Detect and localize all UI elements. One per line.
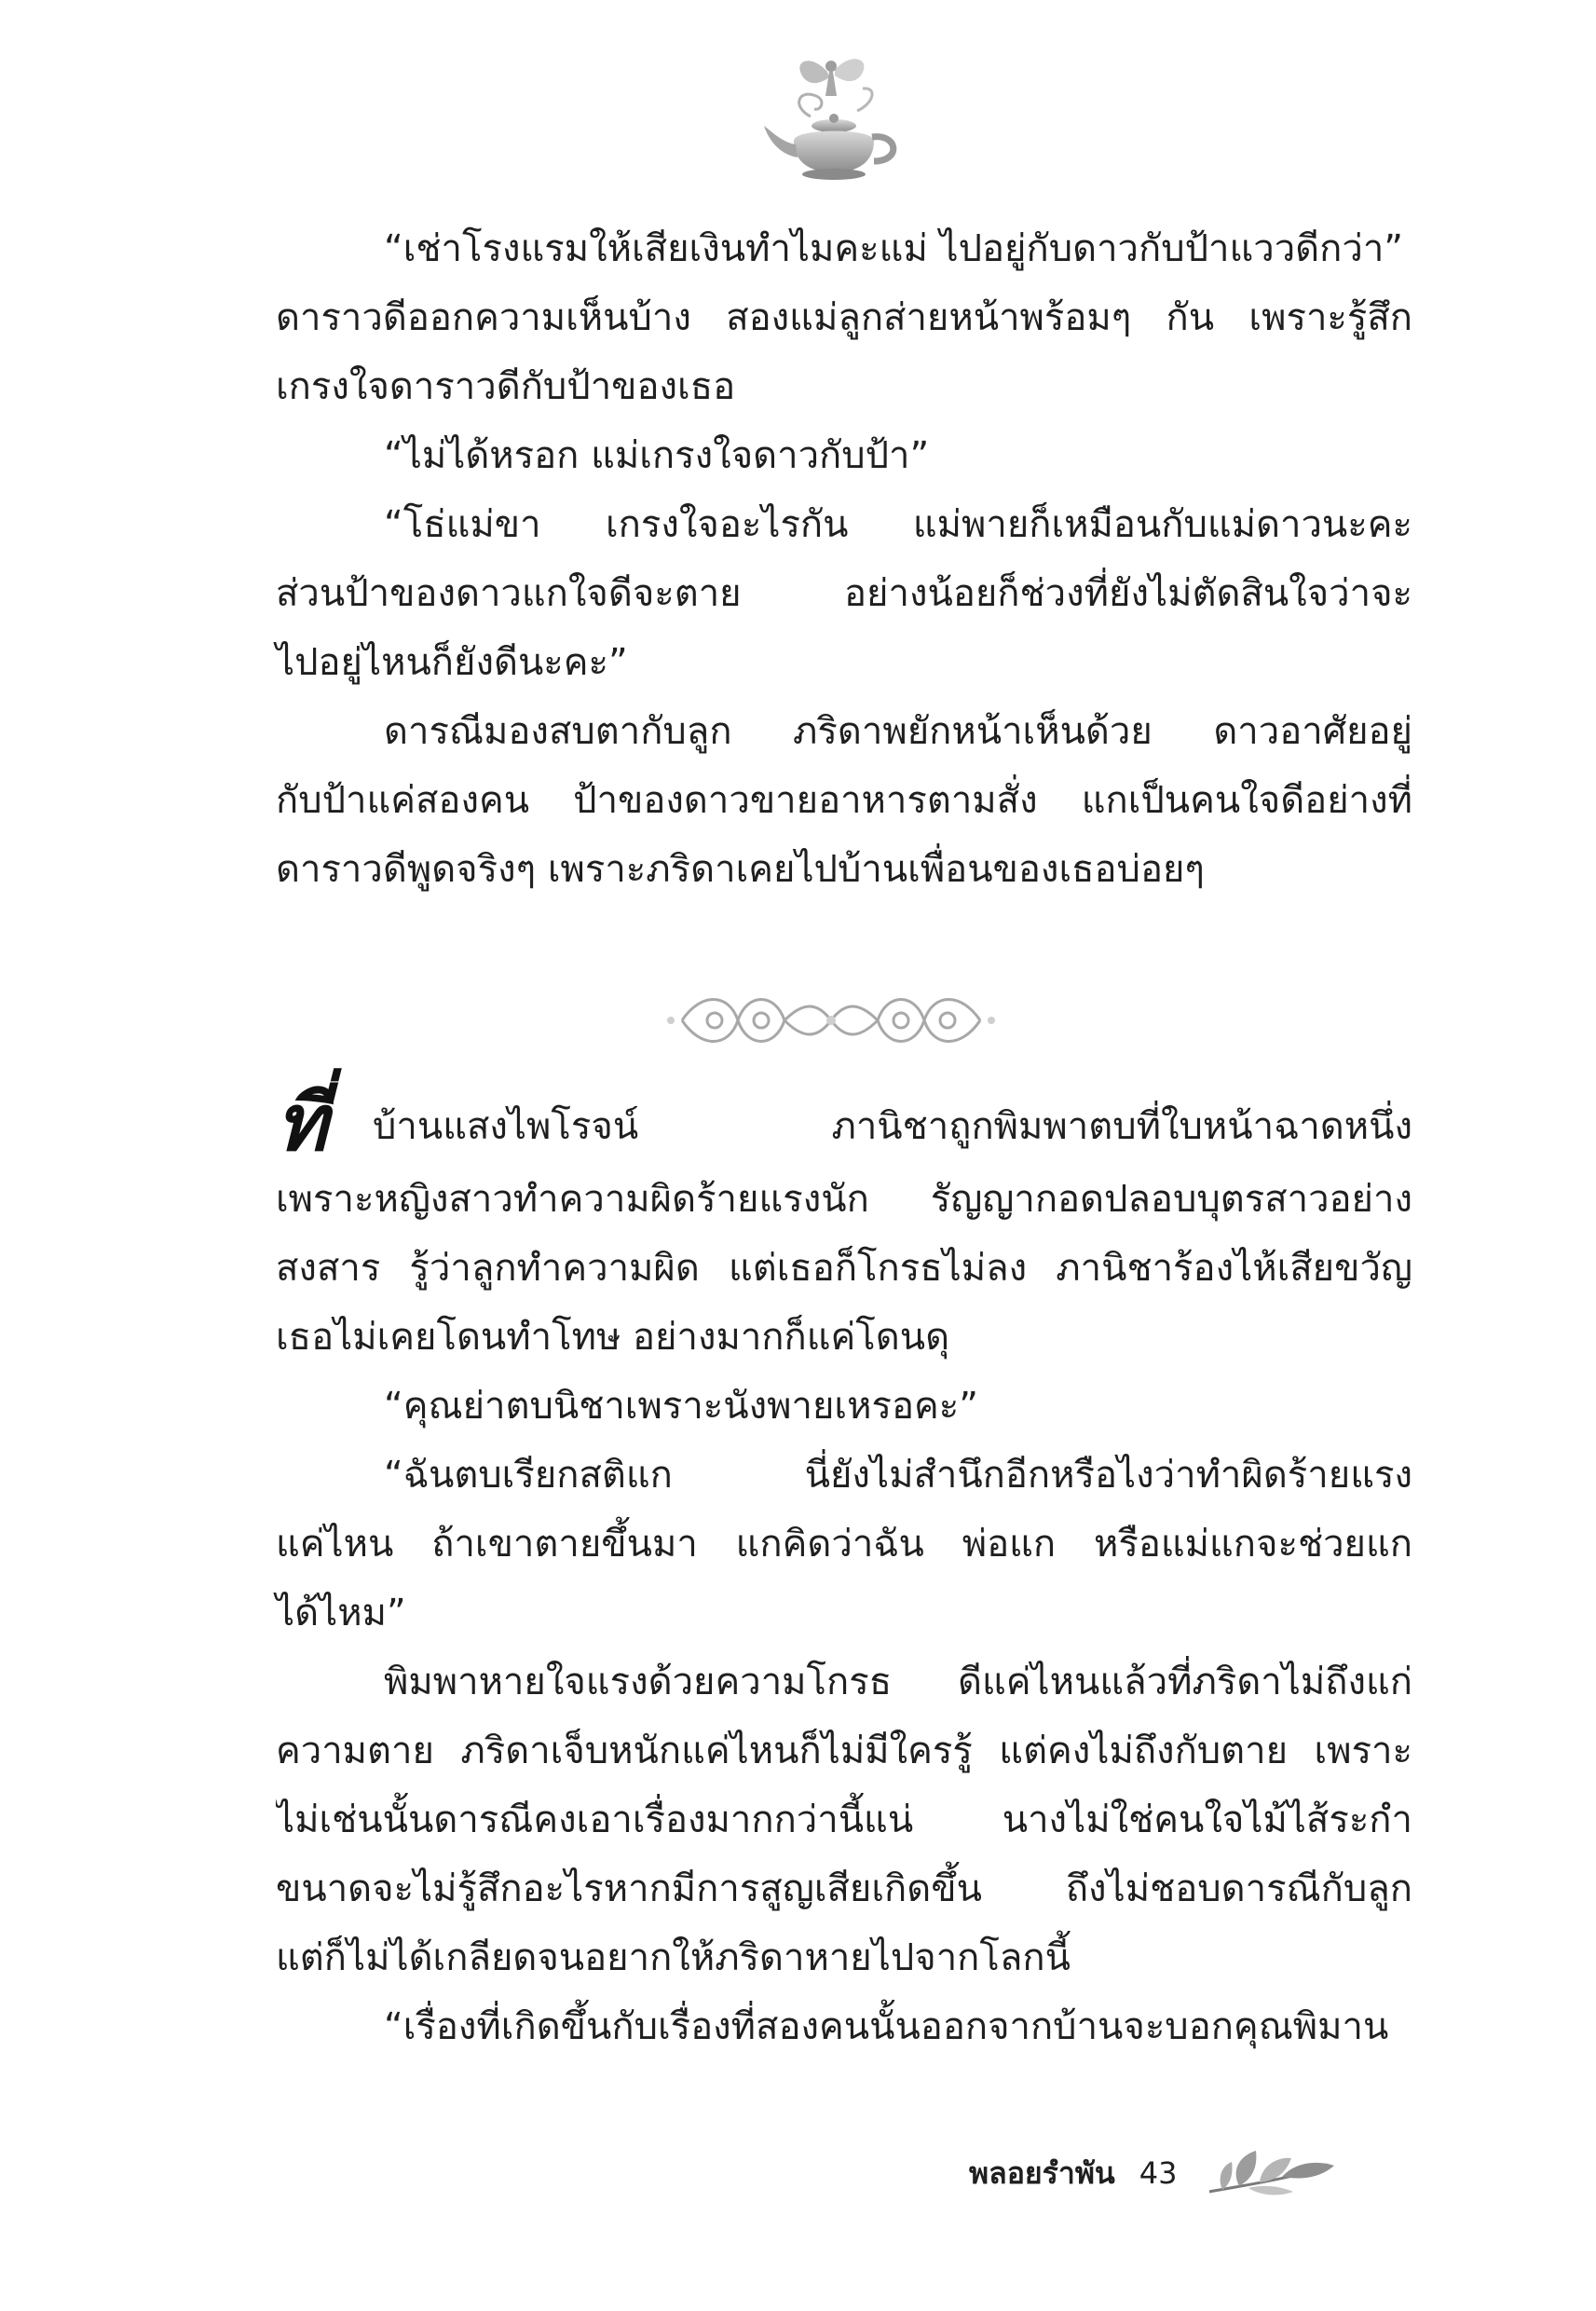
paragraph-line: สงสาร รู้ว่าลูกทำความผิด แต่เธอก็โกรธไม่ลง ภานิชาร้องไห้เสียขวัญ xyxy=(276,1247,1412,1290)
paragraph-line: ได้ไหม” xyxy=(276,1592,406,1634)
paragraph-line: “เรื่องที่เกิดขึ้นกับเรื่องที่สองคนนั้นออกจากบ้านจะบอกคุณพิมาน xyxy=(384,2005,1389,2048)
paragraph-line: ความตาย ภริดาเจ็บหนักแค่ไหนก็ไม่มีใครรู้ แต่คงไม่ถึงกับตาย เพราะ xyxy=(276,1730,1412,1772)
section-2-opening xyxy=(276,1072,1412,1169)
paragraph-line: ส่วนป้าของดาวแกใจดีจะตาย อย่างน้อยก็ช่วงที่ยังไม่ตัดสินใจว่าจะ xyxy=(276,572,1412,615)
paragraph-line: ขนาดจะไม่รู้สึกอะไรหากมีการสูญเสียเกิดขึ้น ถึงไม่ชอบดารณีกับลูก xyxy=(276,1867,1412,1910)
paragraph-line: “ฉันตบเรียกสติแก นี่ยังไม่สำนึกอีกหรือไงว่าทำผิดร้ายแรง xyxy=(384,1454,1412,1497)
paragraph-line: กับป้าแค่สองคน ป้าของดาวขายอาหารตามสั่ง แกเป็นคนใจดีอย่างที่ xyxy=(276,779,1412,822)
drop-cap: ที่ xyxy=(276,1077,328,1169)
page-footer xyxy=(969,2145,1342,2201)
paragraph-line: บ้านแสงไพโรจน์ ภานิชาถูกพิมพาตบที่ใบหน้าฉาดหนึ่ง xyxy=(373,1105,1412,1148)
paragraph-line: “ไม่ได้หรอก แม่เกรงใจดาวกับป้า” xyxy=(384,434,930,477)
page-number: 43 xyxy=(1139,2155,1178,2191)
paragraph-line: “คุณย่าตบนิชาเพราะนังพายเหรอคะ” xyxy=(384,1385,978,1428)
tea-leaf-icon xyxy=(1202,2145,1342,2201)
paragraph-line: เพราะหญิงสาวทำความผิดร้ายแรงนัก รัญญากอดปลอบบุตรสาวอย่าง xyxy=(276,1178,1412,1221)
paragraph-line: “โธ่แม่ขา เกรงใจอะไรกัน แม่พายก็เหมือนกับแม่ดาวนะคะ xyxy=(384,503,1412,546)
teapot-fairy-icon xyxy=(755,51,913,191)
paragraph-line: ดาราวดีออกความเห็นบ้าง สองแม่ลูกส่ายหน้าพร้อมๆ กัน เพราะรู้สึก xyxy=(276,296,1412,339)
section-2 xyxy=(276,1165,1412,2061)
paragraph-line: ดาราวดีพูดจริงๆ เพราะภริดาเคยไปบ้านเพื่อนของเธอบ่อยๆ xyxy=(276,848,1205,891)
book-title: พลอยรำพัน xyxy=(969,2154,1115,2191)
paragraph-line: ไม่เช่นนั้นดารณีคงเอาเรื่องมากกว่านี้แน่ นางไม่ใช่คนใจไม้ไส้ระกำ xyxy=(276,1798,1412,1841)
paragraph-line: เธอไม่เคยโดนทำโทษ อย่างมากก็แค่โดนดุ xyxy=(276,1316,950,1359)
scroll-ornament-icon xyxy=(663,983,999,1058)
section-1 xyxy=(276,214,1412,904)
paragraph-line: ดารณีมองสบตากับลูก ภริดาพยักหน้าเห็นด้วย ดาวอาศัยอยู่ xyxy=(384,710,1412,753)
paragraph-line: แค่ไหน ถ้าเขาตายขึ้นมา แกคิดว่าฉัน พ่อแก หรือแม่แกจะช่วยแก xyxy=(276,1523,1412,1566)
paragraph-line: เกรงใจดาราวดีกับป้าของเธอ xyxy=(276,365,736,408)
paragraph-line: “เช่าโรงแรมให้เสียเงินทำไมคะแม่ ไปอยู่กับดาวกับป้าแววดีกว่า” xyxy=(384,227,1404,270)
paragraph-line: ไปอยู่ไหนก็ยังดีนะคะ” xyxy=(276,641,628,684)
paragraph-line: แต่ก็ไม่ได้เกลียดจนอยากให้ภริดาหายไปจากโลกนี้ xyxy=(276,1936,1071,1979)
paragraph-line: พิมพาหายใจแรงด้วยความโกรธ ดีแค่ไหนแล้วที่ภริดาไม่ถึงแก่ xyxy=(384,1661,1412,1703)
